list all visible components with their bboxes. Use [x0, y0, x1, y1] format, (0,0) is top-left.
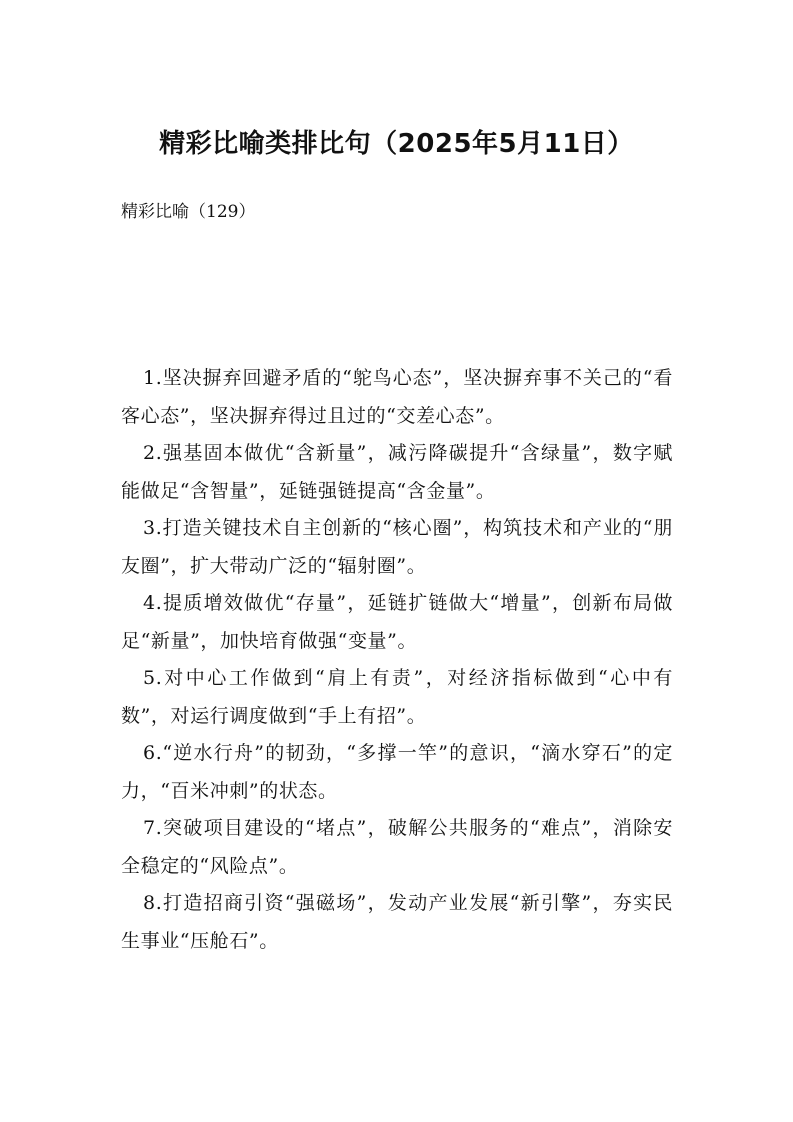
list-item: 5.对中心工作做到“肩上有责”，对经济指标做到“心中有数”，对运行调度做到“手上有招”。 [121, 667, 673, 727]
list-item: 2.强基固本做优“含新量”，减污降碳提升“含绿量”，数字赋能做足“含智量”，延链强链提高“含金量”。 [121, 442, 673, 502]
list-item: 1.坚决摒弃回避矛盾的“鸵鸟心态”，坚决摒弃事不关己的“看客心态”，坚决摒弃得过且过的“交差心态”。 [121, 367, 673, 427]
list-item: 3.打造关键技术自主创新的“核心圈”，构筑技术和产业的“朋友圈”，扩大带动广泛的“辐射圈”。 [121, 517, 673, 577]
metaphor-list [121, 360, 673, 960]
section-subtitle: 精彩比喻（129） [121, 202, 256, 222]
list-item: 4.提质增效做优“存量”，延链扩链做大“增量”，创新布局做足“新量”，加快培育做强“变量”。 [121, 592, 673, 652]
list-item: 8.打造招商引资“强磁场”，发动产业发展“新引擎”，夯实民生事业“压舱石”。 [121, 892, 673, 952]
list-item: 7.突破项目建设的“堵点”，破解公共服务的“难点”，消除安全稳定的“风险点”。 [121, 817, 673, 877]
page-title: 精彩比喻类排比句（2025年5月11日） [159, 129, 634, 159]
list-item: 6.“逆水行舟”的韧劲，“多撑一竿”的意识，“滴水穿石”的定力，“百米冲刺”的状态。 [121, 742, 673, 802]
